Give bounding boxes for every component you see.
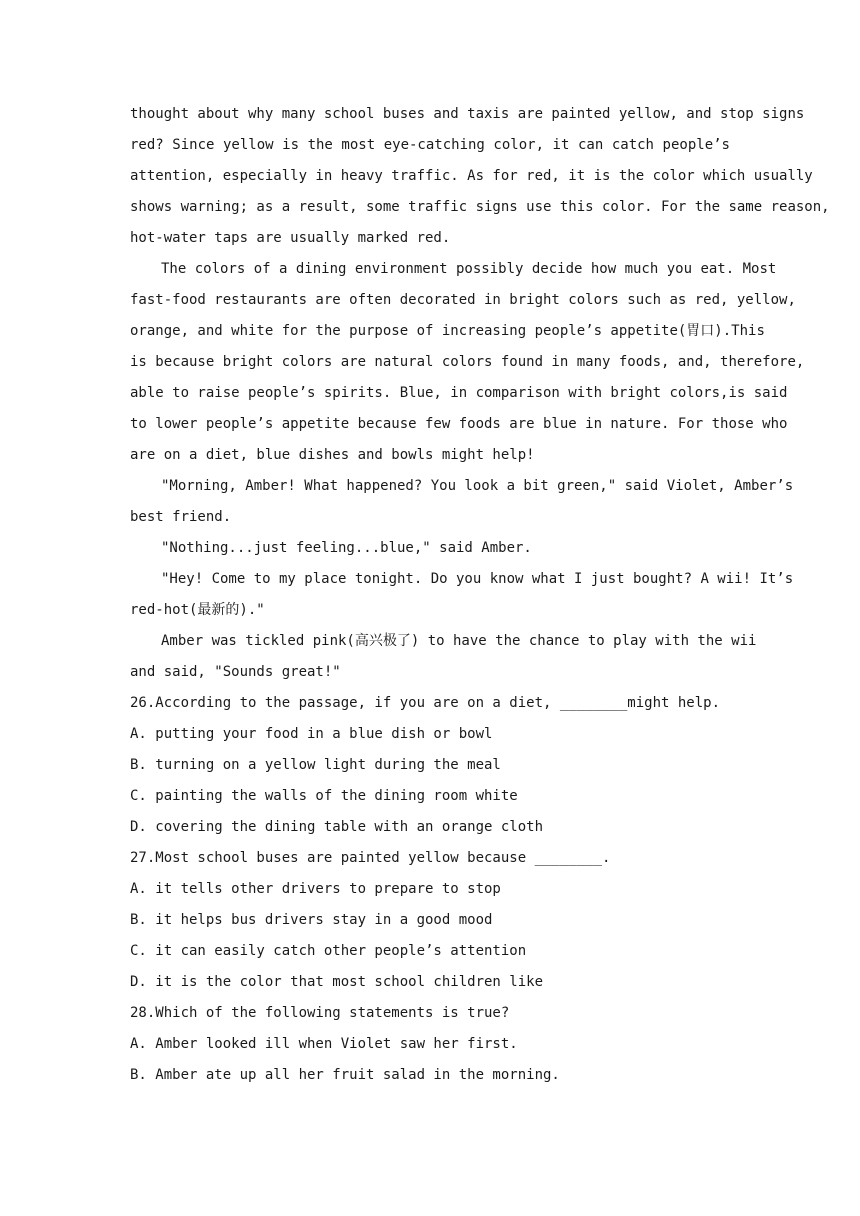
text-line: Amber was tickled pink(高兴极了) to have the chance to play with the wii bbox=[161, 633, 757, 649]
option-a: A. Amber looked ill when Violet saw her first. bbox=[130, 1036, 518, 1052]
paragraph-dialogue-wii bbox=[130, 564, 794, 626]
text-line: thought about why many school buses and taxis are painted yellow, and stop signs bbox=[130, 106, 805, 122]
question-stem: 26.According to the passage, if you are on a diet, ________might help. bbox=[130, 695, 721, 711]
paragraph-tickled-pink bbox=[130, 626, 757, 688]
text-line: "Hey! Come to my place tonight. Do you know what I just bought? A wii! It’s bbox=[161, 571, 794, 587]
option-b: B. turning on a yellow light during the meal bbox=[130, 757, 501, 773]
text-line: are on a diet, blue dishes and bowls might help! bbox=[130, 447, 535, 463]
question-27 bbox=[130, 843, 730, 998]
document-page bbox=[130, 99, 830, 1091]
text-line: hot-water taps are usually marked red. bbox=[130, 230, 451, 246]
text-line: best friend. bbox=[130, 509, 232, 525]
option-a: A. it tells other drivers to prepare to stop bbox=[130, 881, 501, 897]
text-line: fast-food restaurants are often decorated in bright colors such as red, yellow, bbox=[130, 292, 796, 308]
text-line: able to raise people’s spirits. Blue, in comparison with bright colors,is said bbox=[130, 385, 788, 401]
text-line: red-hot(最新的)." bbox=[130, 602, 265, 618]
option-c: C. it can easily catch other people’s attention bbox=[130, 943, 527, 959]
text-line: to lower people’s appetite because few foods are blue in nature. For those who bbox=[130, 416, 788, 432]
text-line: and said, "Sounds great!" bbox=[130, 664, 341, 680]
text-line: The colors of a dining environment possibly decide how much you eat. Most bbox=[161, 261, 777, 277]
question-stem: 28.Which of the following statements is true? bbox=[130, 1005, 510, 1021]
option-b: B. it helps bus drivers stay in a good mood bbox=[130, 912, 493, 928]
text-line: red? Since yellow is the most eye-catching color, it can catch people’s bbox=[130, 137, 730, 153]
paragraph-colors-traffic bbox=[130, 99, 830, 254]
text-line: "Nothing...just feeling...blue," said Amber. bbox=[161, 540, 532, 556]
option-d: D. covering the dining table with an orange cloth bbox=[130, 819, 544, 835]
option-a: A. putting your food in a blue dish or bowl bbox=[130, 726, 493, 742]
option-c: C. painting the walls of the dining room white bbox=[130, 788, 518, 804]
question-28 bbox=[130, 998, 730, 1091]
option-d: D. it is the color that most school children like bbox=[130, 974, 544, 990]
text-line: is because bright colors are natural colors found in many foods, and, therefore, bbox=[130, 354, 805, 370]
text-line: shows warning; as a result, some traffic signs use this color. For the same reason, bbox=[130, 199, 830, 215]
text-line: attention, especially in heavy traffic. As for red, it is the color which usually bbox=[130, 168, 813, 184]
paragraph-dialogue-amber bbox=[130, 533, 730, 564]
text-line: orange, and white for the purpose of increasing people’s appetite(胃口).This bbox=[130, 323, 765, 339]
question-stem: 27.Most school buses are painted yellow because ________. bbox=[130, 850, 611, 866]
option-b: B. Amber ate up all her fruit salad in the morning. bbox=[130, 1067, 560, 1083]
paragraph-dialogue-violet bbox=[130, 471, 794, 533]
text-line: "Morning, Amber! What happened? You look a bit green," said Violet, Amber’s bbox=[161, 478, 794, 494]
question-26 bbox=[130, 688, 730, 843]
paragraph-dining-colors bbox=[130, 254, 805, 471]
